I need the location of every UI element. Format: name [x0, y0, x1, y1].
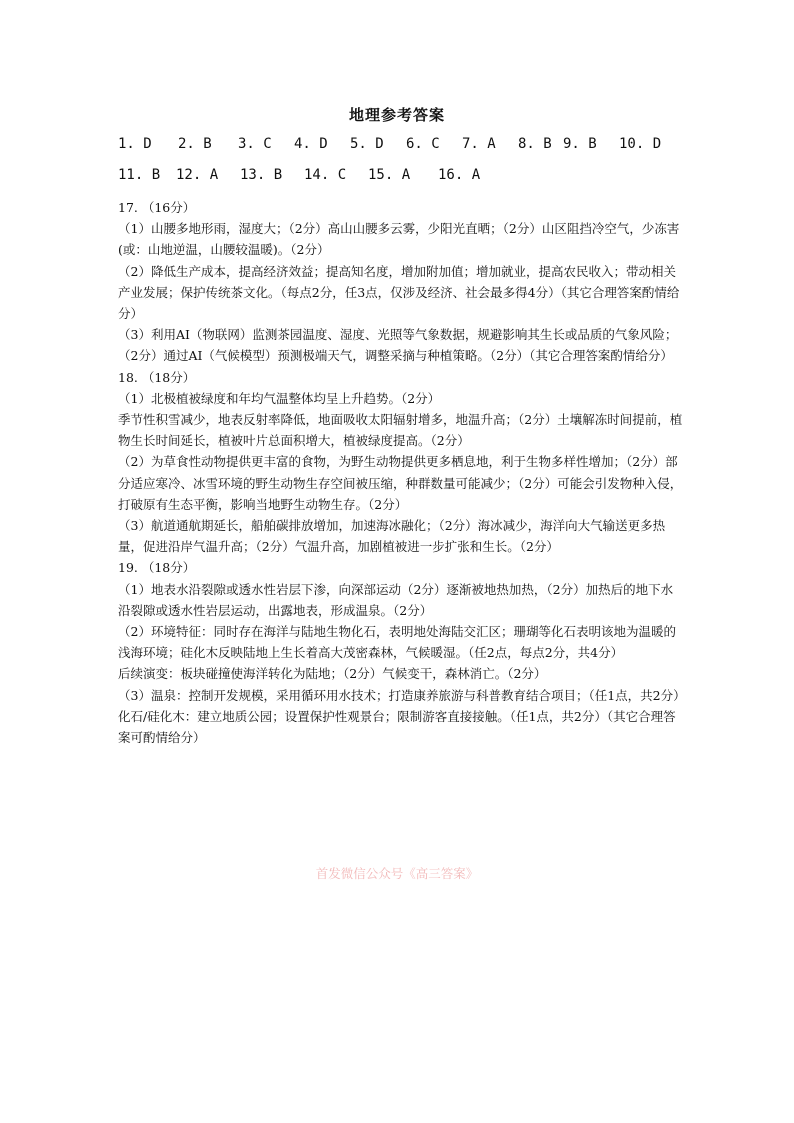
page-title: 地理参考答案: [348, 106, 445, 124]
mc-answer: 2. B: [178, 136, 212, 152]
mc-answer: 15. A: [368, 167, 411, 183]
watermark: 首发微信公众号《高三答案》: [315, 866, 479, 881]
mc-answer: 5. D: [350, 136, 384, 152]
answer-paragraph: （1）山腰多地形雨，湿度大；（2分）高山山腰多云雾，少阳光直晒；（2分）山区阻挡冷空气，少冻害(或：山地逆温，山腰较温暖)。（2分）: [118, 221, 680, 258]
mc-answer: 11. B: [118, 167, 161, 183]
mc-answer: 1. D: [118, 136, 152, 152]
answer-paragraph: （3）利用AI（物联网）监测茶园温度、湿度、光照等气象数据，规避影响其生长或品质的气象风险；（2分）通过AI（气候模型）预测极端天气，调整采摘与种植策略。（2分）（其它合理答案酌情给分）: [118, 327, 678, 364]
answer-paragraph: （3）温泉：控制开发规模，采用循环用水技术；打造康养旅游与科普教育结合项目；（任1点，共2分）化石/硅化木：建立地质公园；设置保护性观景台；限制游客直接接触。（任1点，共2分）（其它合理答案可酌情给分）: [118, 687, 680, 746]
answer-body: [118, 197, 684, 748]
mc-answer: 14. C: [304, 167, 347, 183]
mc-answers-row-2: [118, 167, 480, 183]
question-heading: 18. （18分）: [118, 369, 196, 385]
answer-paragraph: 季节性积雪减少，地表反射率降低，地面吸收太阳辐射增多，地温升高；（2分）土壤解冻时间提前，植物生长时间延长，植被叶片总面积增大，植被绿度提高。（2分）: [118, 412, 683, 449]
mc-answer: 16. A: [438, 167, 481, 183]
mc-answer: 8. B: [518, 136, 552, 152]
mc-answer: 4. D: [294, 136, 328, 152]
mc-answers-row-1: [118, 136, 661, 152]
question-heading: 17. （16分）: [118, 200, 196, 215]
answer-paragraph: （2）降低生产成本，提高经济效益；提高知名度，增加附加值；增加就业，提高农民收入；带动相关产业发展；保护传统茶文化。（每点2分，任3点，仅涉及经济、社会最多得4分）（其它合理答案酌情给分）: [118, 263, 680, 322]
mc-answer: 7. A: [462, 136, 496, 152]
answer-paragraph: 后续演变：板块碰撞使海洋转化为陆地；（2分）气候变干，森林消亡。（2分）: [118, 666, 547, 682]
mc-answer: 13. B: [240, 167, 283, 183]
answer-paragraph: （1）地表水沿裂隙或透水性岩层下渗，向深部运动（2分）逐渐被地热加热，（2分）加热后的地下水沿裂隙或透水性岩层运动，出露地表，形成温泉。（2分）: [118, 581, 674, 618]
question-heading: 19. （18分）: [118, 560, 196, 576]
answer-paragraph: （2）环境特征：同时存在海洋与陆地生物化石，表明地处海陆交汇区；珊瑚等化石表明该地为温暖的浅海环境；硅化木反映陆地上生长着高大茂密森林，气候暖湿。（任2点，每点2分，共4分）: [118, 624, 676, 661]
mc-answer: 3. C: [238, 136, 272, 152]
answer-paragraph: （2）为草食性动物提供更丰富的食物，为野生动物提供更多栖息地，利于生物多样性增加；（2分）部分适应寒冷、冰雪环境的野生动物生存空间被压缩，种群数量可能减少；（2分）可能会引发物种入侵，打破原有生态平衡，影响当地野生动物生存。（2分）: [118, 454, 683, 512]
mc-answer: 9. B: [563, 136, 597, 152]
mc-answer: 12. A: [176, 167, 219, 183]
answer-paragraph: （1）北极植被绿度和年均气温整体均呈上升趋势。（2分）: [118, 390, 441, 406]
answer-paragraph: （3）航道通航期延长，船舶碳排放增加，加速海冰融化；（2分）海冰减少，海洋向大气输送更多热量，促进沿岸气温升高；（2分）气温升高，加剧植被进一步扩张和生长。（2分）: [118, 518, 666, 555]
mc-answer: 6. C: [406, 136, 440, 152]
mc-answer: 10. D: [619, 136, 662, 152]
